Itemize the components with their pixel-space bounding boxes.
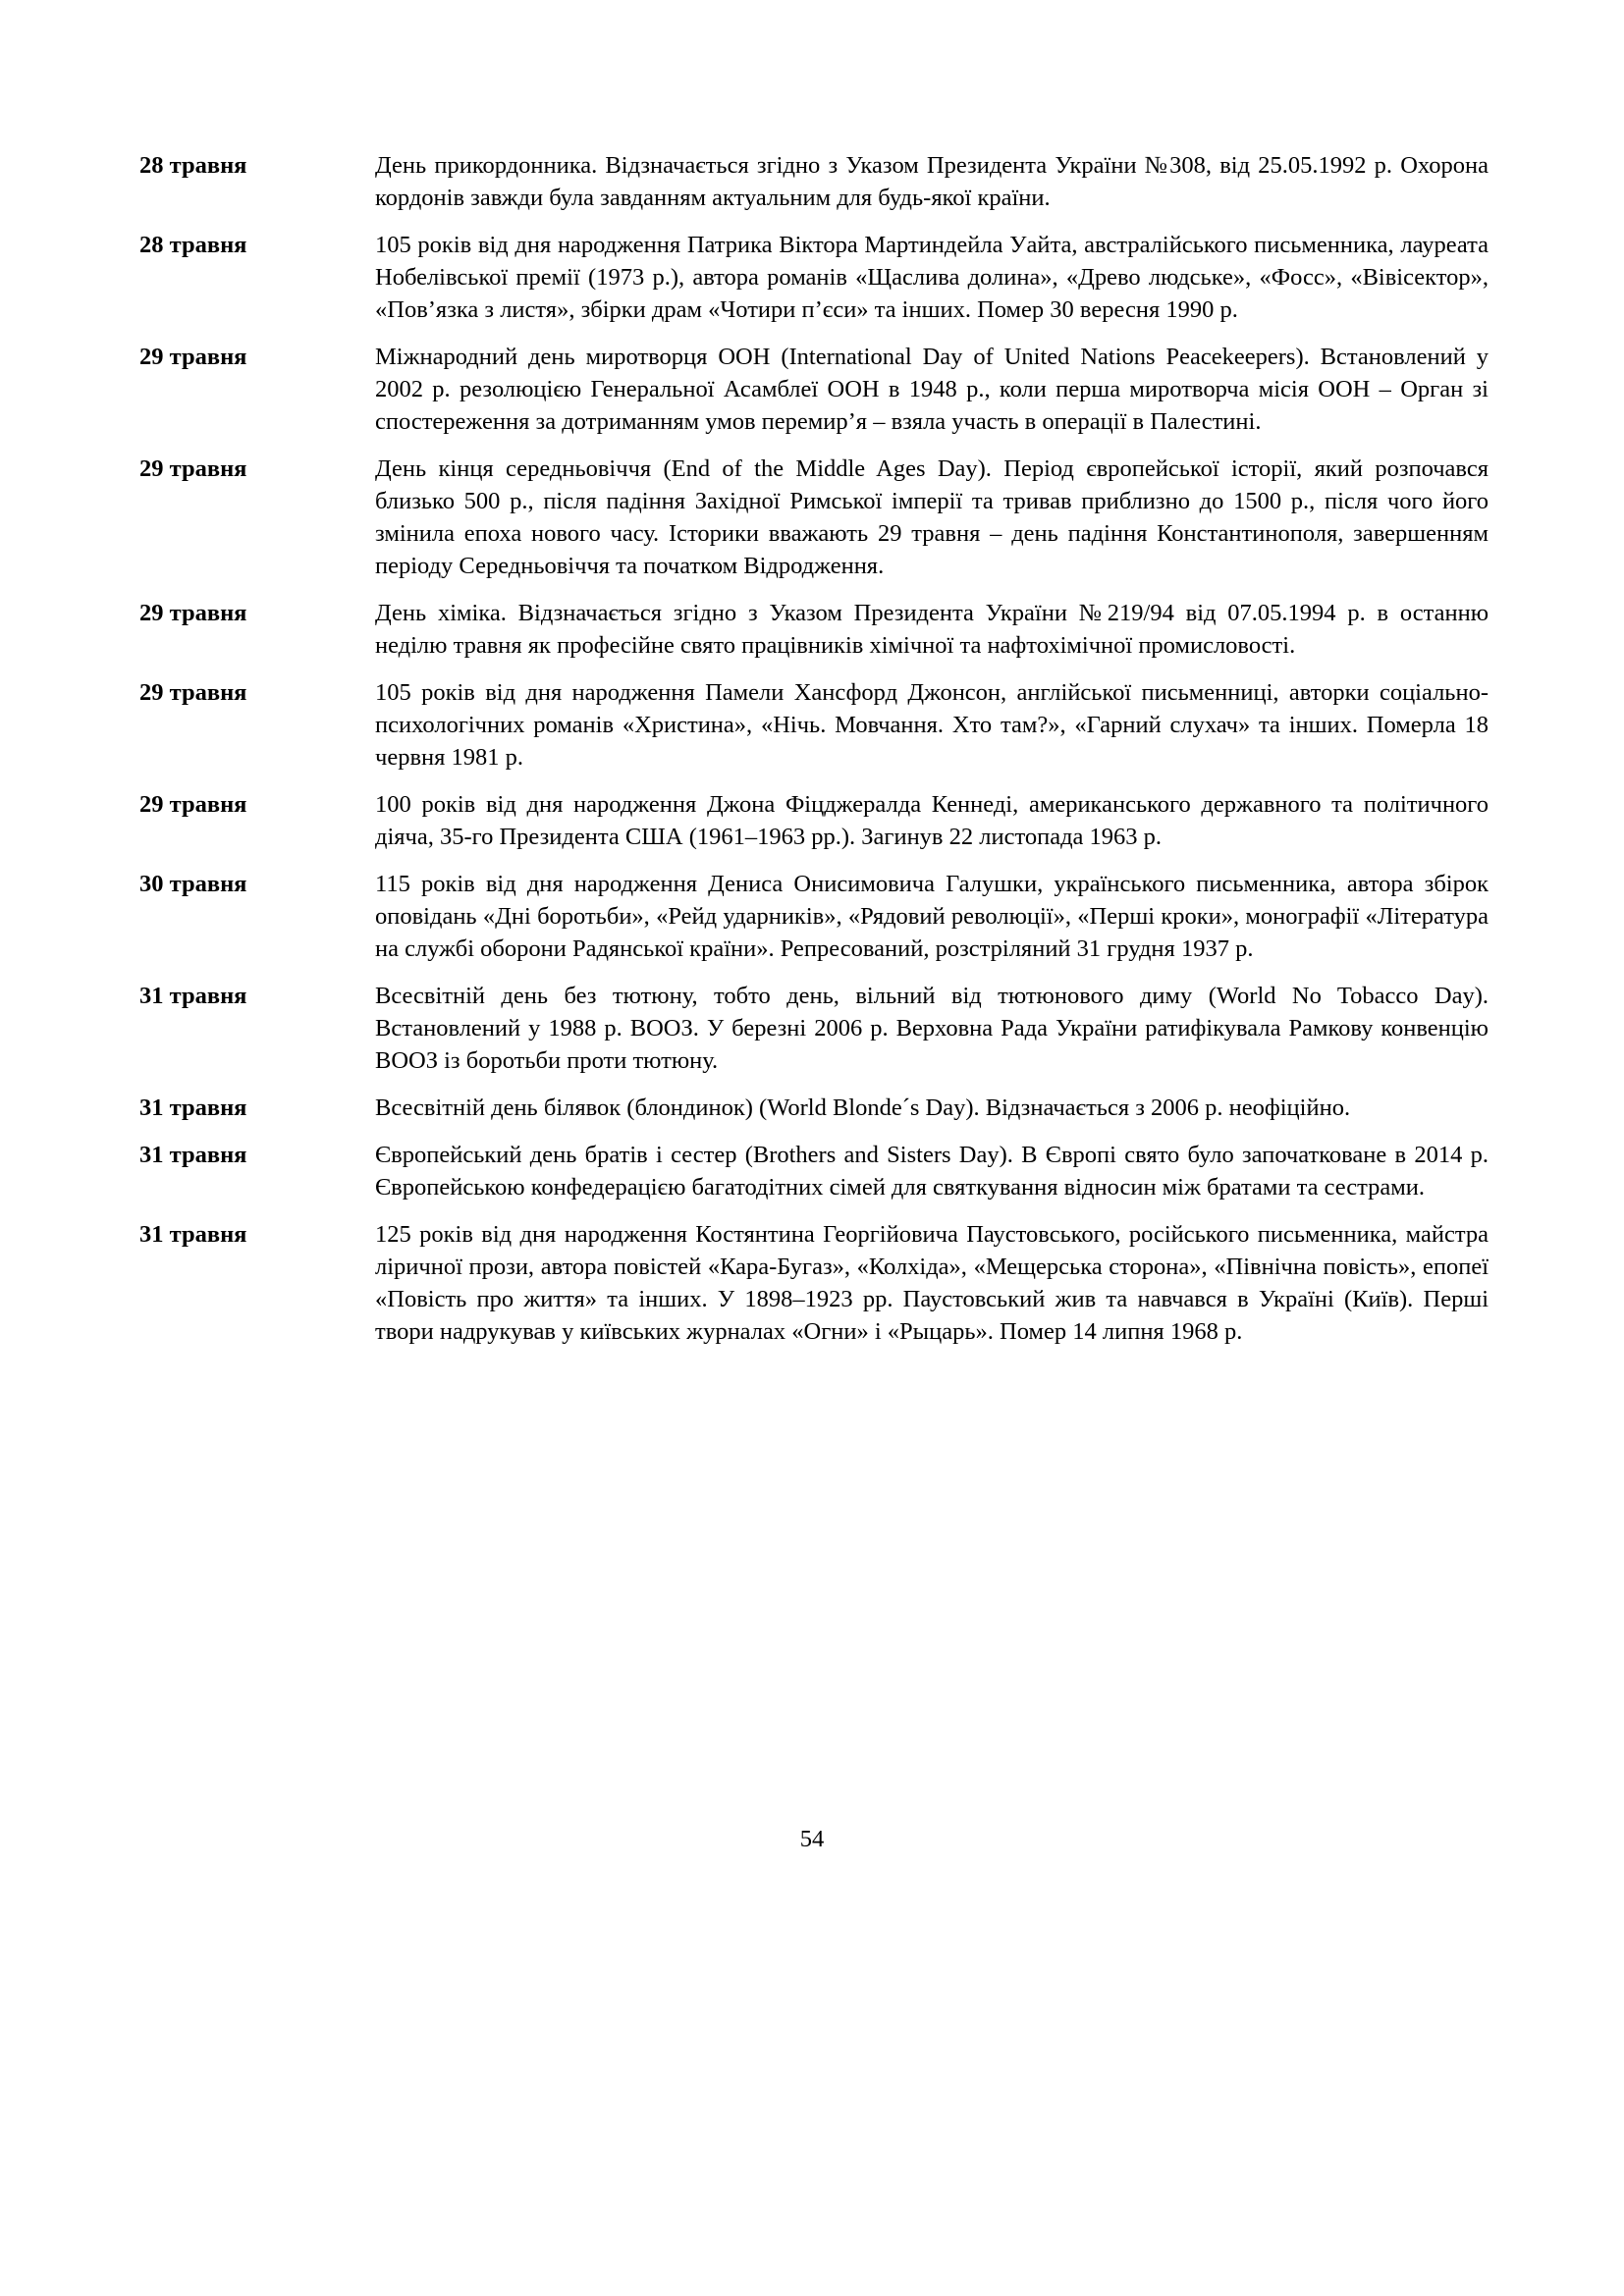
entry-text: Всесвітній день білявок (блондинок) (World Blonde´s Day). Відзначається з 2006 р. неофіційно. [375,1095,1351,1121]
calendar-entry [139,1092,1489,1124]
calendar-entry [139,1218,1489,1348]
entry-date: 29 травня [139,455,247,482]
entry-date: 31 травня [139,1221,247,1248]
calendar-entry [139,229,1489,326]
entry-text: Європейський день братів і сестер (Brothers and Sisters Day). В Європі свято було започатковане в 2014 р. Європейською конфедерацією багатодітних сімей для святкування відносин між братами та сестрами. [375,1142,1489,1201]
entry-date: 28 травня [139,232,247,258]
calendar-entry [139,980,1489,1077]
calendar-entry [139,1139,1489,1203]
entry-date: 31 травня [139,1142,247,1168]
entry-text: Міжнародний день миротворця ООН (International Day of United Nations Peacekeepers). Встановлений у 2002 р. резолюцією Генеральної Асамблеї ООН в 1948 р., коли перша миротворча місія ООН – Орган зі спостереження за дотриманням умов перемир’я – взяла участь в операції в Палестині. [375,344,1489,435]
entry-text: 105 років від дня народження Патрика Віктора Мартиндейла Уайта, австралійського письменника, лауреата Нобелівської премії (1973 р.), автора романів «Щаслива долина», «Древо людське», «Фосс», «Вівісектор», «Пов’язка з листя», збірки драм «Чотири п’єси» та інших. Помер 30 вересня 1990 р. [375,232,1489,323]
calendar-entry [139,453,1489,582]
entry-text: 100 років від дня народження Джона Фіцджералда Кеннеді, американського державного та політичного діяча, 35-го Президента США (1961–1963 рр.). Загинув 22 листопада 1963 р. [375,791,1489,850]
entry-date: 29 травня [139,791,247,818]
calendar-entry [139,788,1489,853]
entry-text: День хіміка. Відзначається згідно з Указом Президента України №219/94 від 07.05.1994 р. в останню неділю травня як професійне свято працівників хімічної та нафтохімічної промисловості. [375,600,1489,659]
entry-date: 28 травня [139,152,247,179]
entry-text: 105 років від дня народження Памели Хансфорд Джонсон, англійської письменниці, авторки соціально-психологічних романів «Христина», «Нічь. Мовчання. Хто там?», «Гарний слухач» та інших. Померла 18 червня 1981 р. [375,679,1489,771]
calendar-entry [139,341,1489,438]
calendar-entry [139,597,1489,662]
page-number: 54 [799,1826,825,1852]
entry-text: Всесвітній день без тютюну, тобто день, вільний від тютюнового диму (World No Tobacco Day). Встановлений у 1988 р. ВООЗ. У березні 2006 р. Верховна Рада України ратифікувала Рамкову конвенцію ВООЗ із боротьби проти тютюну. [375,983,1489,1074]
entry-text: День кінця середньовіччя (End of the Middle Ages Day). Період європейської історії, який розпочався близько 500 р., після падіння Західної Римської імперії та тривав приблизно до 1500 р., після чого його змінила епоха нового часу. Історики вважають 29 травня – день падіння Константинополя, завершенням періоду Середньовіччя та початком Відродження. [375,455,1489,579]
document-body [139,149,1489,1362]
entry-date: 31 травня [139,983,247,1009]
entry-date: 31 травня [139,1095,247,1121]
calendar-entry [139,868,1489,965]
entry-text: 125 років від дня народження Костянтина Георгійовича Паустовського, російського письменника, майстра ліричної прози, автора повістей «Кара-Бугаз», «Колхіда», «Мещерська сторона», «Північна повість», епопеї «Повість про життя» та інших. У 1898–1923 рр. Паустовський жив та навчався в Україні (Київ). Перші твори надрукував у київських журналах «Огни» і «Рыцарь». Помер 14 липня 1968 р. [375,1221,1489,1345]
entry-text: День прикордонника. Відзначається згідно з Указом Президента України №308, від 25.05.1992 р. Охорона кордонів завжди була завданням актуальним для будь-якої країни. [375,152,1489,211]
entry-date: 30 травня [139,871,247,897]
calendar-entry [139,149,1489,214]
entry-date: 29 травня [139,344,247,370]
calendar-entry [139,676,1489,774]
entry-date: 29 травня [139,679,247,706]
entry-date: 29 травня [139,600,247,626]
entry-text: 115 років від дня народження Дениса Онисимовича Галушки, українського письменника, автора збірок оповідань «Дні боротьби», «Рейд ударників», «Рядовий революції», «Перші кроки», монографії «Література на службі оборони Радянської країни». Репресований, розстріляний 31 грудня 1937 р. [375,871,1489,962]
